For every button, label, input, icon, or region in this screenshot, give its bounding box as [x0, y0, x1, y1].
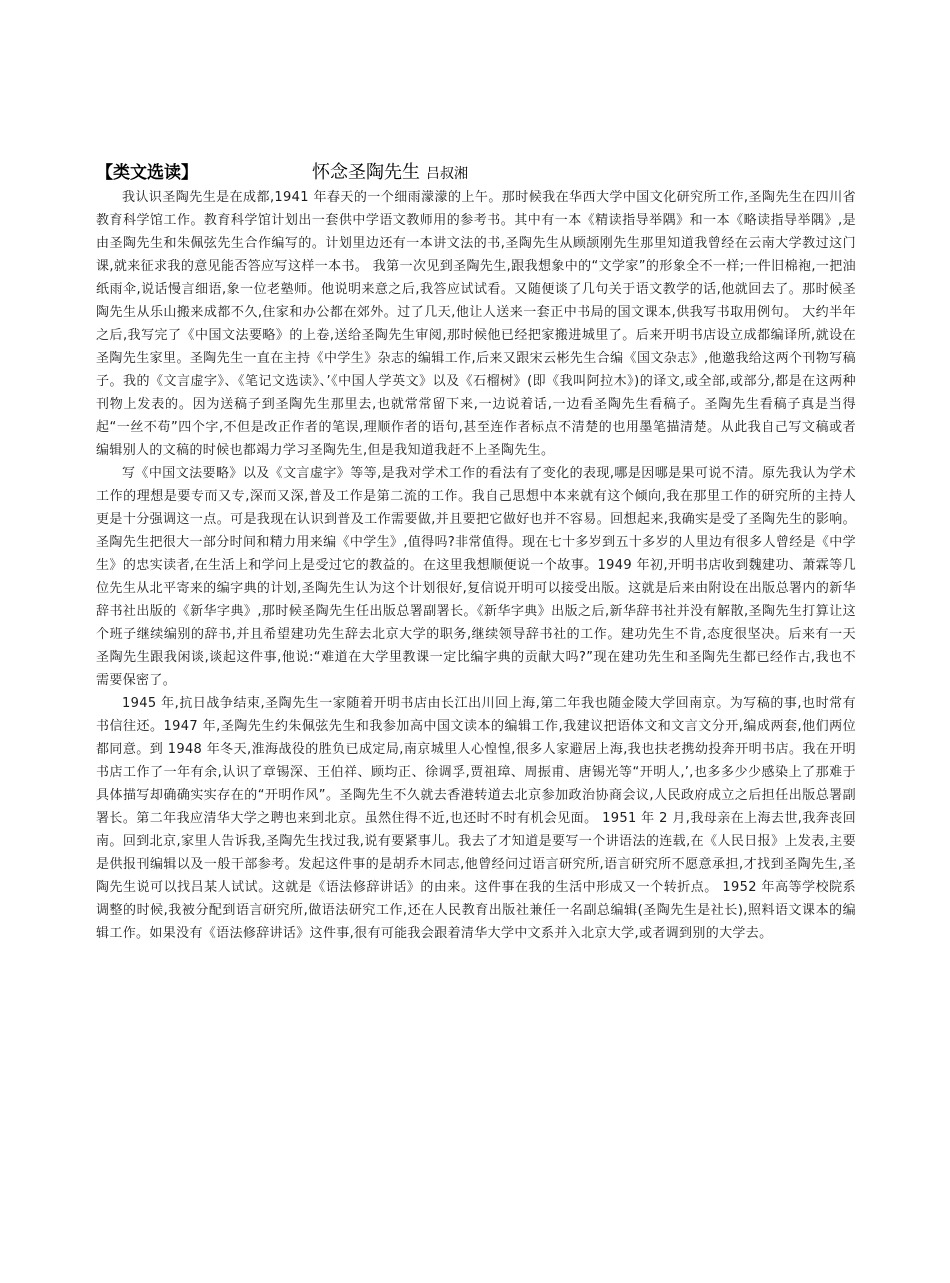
- paragraph-2: 写《中国文法要略》以及《文言虚字》等等,是我对学术工作的看法有了变化的表现,哪是因哪是果可说不清。原先我认为学术工作的理想是要专而又专,深而又深,普及工作是第二流的工作。我自己思想中本来就有这个倾向,我在那里工作的研究所的主持人更是十分强调这一点。可是我现在认识到普及工作需要做,并且要把它做好也并不容易。回想起来,我确实是受了圣陶先生的影响。圣陶先生把很大一部分时间和精力用来编《中学生》,值得吗?非常值得。现在七十多岁到五十多岁的人里边有很多人曾经是《中学生》的忠实读者,在生活上和学问上是受过它的教益的。在这里我想顺便说一个故事。1949 年初,开明书店收到魏建功、萧霖等几位先生从北平寄来的编字典的计划,圣陶先生认为这个计划很好,复信说开明可以接受出版。这就是后来由附设在出版总署内的新华辞书社出版的《新华字典》,那时候圣陶先生任出版总署副署长。《新华字典》出版之后,新华辞书社并没有解散,圣陶先生打算让这个班子继续编别的辞书,并且希望建功先生辞去北京大学的职务,继续领导辞书社的工作。建功先生不肯,态度很坚决。后来有一天圣陶先生跟我闲谈,谈起这件事,他说:“难道在大学里教课一定比编字典的贡献大吗?”现在建功先生和圣陶先生都已经作古,我也不需要保密了。: [96, 466, 856, 688]
- section-label: 【类文选读】: [96, 163, 198, 183]
- author-name: 吕叔湘: [426, 166, 468, 182]
- article-body: [96, 186, 856, 945]
- article-title: [312, 160, 468, 187]
- paragraph-1: 我认识圣陶先生是在成都,1941 年春天的一个细雨濛濛的上午。那时候我在华西大学中国文化研究所工作,圣陶先生在四川省教育科学馆工作。教育科学馆计划出一套供中学语文教师用的参考书。其中有一本《精读指导举隅》和一本《略读指导举隅》,是由圣陶先生和朱佩弦先生合作编写的。计划里边还有一本讲文法的书,圣陶先生从顾颉刚先生那里知道我曾经在云南大学教过这门课,就来征求我的意见能否答应写这样一本书。 我第一次见到圣陶先生,跟我想象中的“文学家”的形象全不一样;一件旧棉袍,一把油纸雨伞,说话慢言细语,象一位老塾师。他说明来意之后,我答应试试看。又随便谈了几句关于语文教学的话,他就回去了。那时候圣陶先生从乐山搬来成都不久,住家和办公都在郊外。过了几天,他让人送来一套正中书局的国文课本,供我写书取用例句。 大约半年之后,我写完了《中国文法要略》的上卷,送给圣陶先生审阅,那时候他已经把家搬进城里了。后来开明书店设立成都编译所,就设在圣陶先生家里。圣陶先生一直在主持《中学生》杂志的编辑工作,后来又跟宋云彬先生合编《国文杂志》,他邀我给这两个刊物写稿子。我的《文言虚字》、《笔记文选读》、’《中国人学英文》以及《石榴树》(即《我叫阿拉木》)的译文,或全部,或部分,都是在这两种刊物上发表的。因为送稿子到圣陶先生那里去,也就常常留下来,一边说着话,一边看圣陶先生看稿子。圣陶先生看稿子真是当得起“一丝不苟”四个字,不但是改正作者的笔误,理顺作者的语句,甚至连作者标点不清楚的也用墨笔描清楚。从此我自己写文稿或者编辑别人的文稿的时候也都竭力学习圣陶先生,但是我知道我赶不上圣陶先生。: [96, 190, 856, 458]
- title-row: [96, 160, 856, 186]
- article-title-text: 怀念圣陶先生: [312, 162, 420, 183]
- paragraph-3: 1945 年,抗日战争结束,圣陶先生一家随着开明书店由长江出川回上海,第二年我也随金陵大学回南京。为写稿的事,也时常有书信往还。1947 年,圣陶先生约朱佩弦先生和我参加高中国文读本的编辑工作,我建议把语体文和文言文分开,编成两套,他们两位都同意。到 1948 年冬天,淮海战役的胜负已成定局,南京城里人心惶惶,很多人家避居上海,我也扶老携幼投奔开明书店。我在开明书店工作了一年有余,认识了章锡深、王伯祥、顾均正、徐调孚,贾祖璋、周振甫、唐锡光等“开明人,’,也多多少少感染上了那难于具体描写却确确实实存在的“开明作风”。圣陶先生不久就去香港转道去北京参加政治协商会议,人民政府成立之后担任出版总署副署长。第二年我应清华大学之聘也来到北京。虽然住得不近,也还时不时有机会见面。 1951 年 2 月,我母亲在上海去世,我奔丧回南。回到北京,家里人告诉我,圣陶先生找过我,说有要紧事儿。我去了才知道是要写一个讲语法的连载,在《人民日报》上发表,主要是供报刊编辑以及一般干部参考。发起这件事的是胡乔木同志,他曾经问过语言研究所,语言研究所不愿意承担,才找到圣陶先生,圣陶先生说可以找吕某人试试。这就是《语法修辞讲话》的由来。这件事在我的生活中形成又一个转折点。 1952 年高等学校院系调整的时候,我被分配到语言研究所,做语法研究工作,还在人民教育出版社兼任一名副总编辑(圣陶先生是社长),照料语文课本的编辑工作。如果没有《语法修辞讲话》这件事,很有可能我会跟着清华大学中文系并入北京大学,或者调到别的大学去。: [96, 696, 856, 941]
